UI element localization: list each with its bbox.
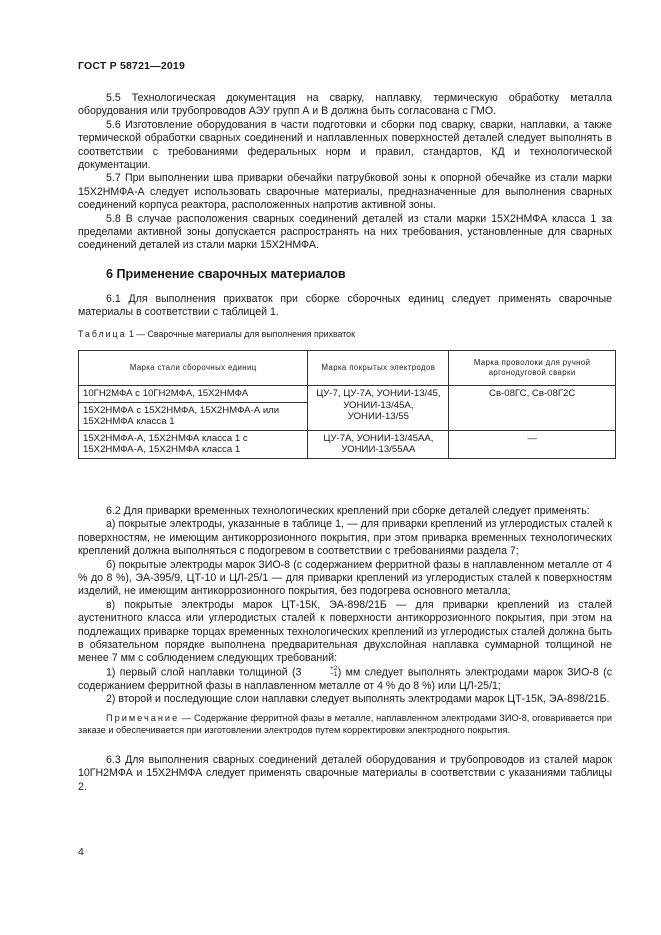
wire-cell: — xyxy=(449,430,616,458)
section-6-heading: 6 Применение сварочных материалов xyxy=(106,267,346,281)
table-caption-label: Таблица xyxy=(78,329,127,339)
section-6-intro xyxy=(78,293,612,320)
list-item-v: в) покрытые электроды марок ЦТ-15К, ЭА-898/21Б — для приварки креплений из сталей аустенитного класса или углеродистых сталей к поверхности антикоррозионного покрытия, при этом на подлежащих приварке торцах временных технологических креплений из углеродистых сталей должна быть в обязательном порядке выполнена предварительная двухслойная наплавка суммарной толщиной не менее 7 мм с соблюдением следующих требований: xyxy=(78,598,612,665)
paragraph-6-2-intro: 6.2 Для приварки временных технологических креплений при сборке деталей следует применять: xyxy=(106,505,590,517)
table-1 xyxy=(78,350,616,459)
table-row xyxy=(79,386,616,403)
paragraph-6-3-block xyxy=(78,754,612,794)
paragraph-5-7: 5.7 При выполнении шва приварки обечайки патрубковой зоны к опорной обечайке из стали марки 15Х2НМФА-А следует использовать сварочные материалы, предназначенные для выполнения сварных соединений корпуса реактора, расположенных напротив активной зоны. xyxy=(78,172,612,212)
section-5-text xyxy=(78,92,612,253)
table-row xyxy=(79,430,616,458)
table-header-row xyxy=(79,351,616,386)
paragraph-6-1: 6.1 Для выполнения прихваток при сборке сборочных единиц следует применять сварочные материалы в соответствии с таблицей 1. xyxy=(78,293,612,319)
list-item-b: б) покрытые электроды марок ЗИО-8 (с содержанием ферритной фазы в наплавленном металле от 4 % до 8 %), ЭА-395/9, ЦТ-10 и ЦЛ-25/1 — для приварки креплений из углеродистых сталей к поверхностям изделий, не имеющим антикоррозионного покрытия, без подогрева основного металла; xyxy=(78,558,612,598)
list-item-a: а) покрытые электроды, указанные в таблице 1, — для приварки креплений из углеродистых сталей к поверхностям, не имеющим антикоррозионного покрытия, при этом приварка временных технологических креплений должна выполняться с подогревом в соответствии с требованиями раздела 7; xyxy=(78,518,612,558)
tolerance-marks xyxy=(302,666,337,679)
sub-item-1-start: 1) первый слой наплавки толщиной (3 xyxy=(106,666,302,679)
header-electrodes: Марка покрытых электродов xyxy=(308,351,449,386)
steel-cell: 15Х2НМФА с 15Х2НМФА, 15Х2НМФА-А или 15Х2НМФА класса 1 xyxy=(79,402,308,430)
paragraph-6-3: 6.3 Для выполнения сварных соединений деталей оборудования и трубопроводов из сталей марок 10ГН2МФА и 15Х2НМФА следует применять сварочные материалы в соответствии с указаниями таблицы 2. xyxy=(78,754,612,793)
header-wire: Марка проволоки для ручной аргонодуговой сварки xyxy=(449,351,616,386)
table-caption-text: 1 — Сварочные материалы для выполнения прихваток xyxy=(128,329,355,339)
tolerance-lower: −1 xyxy=(329,671,338,679)
paragraph-5-8: 5.8 В случае расположения сварных соединений деталей из стали марки 15Х2НМФА класса 1 за пределами активной зоны допускается распространять на них требования, установленные для сварных соединений деталей из стали марки 15Х2НМФА. xyxy=(78,212,612,252)
sub-item-1-end: ) мм следует выполнять электродами марок ЗИО-8 (с содержанием ферритной фазы в наплавленном металле от 4 % до 8 %) или ЦЛ-25/1; xyxy=(78,666,612,692)
note-text: — Содержание ферритной фазы в металле, наплавленном электродами ЗИО-8, оговаривается при заказе и обеспечивается при изготовлении электродов путем корректировки электродного покрытия. xyxy=(78,713,612,735)
note-block xyxy=(78,712,612,736)
header-steel-grade: Марка стали сборочных единиц xyxy=(79,351,308,386)
electrodes-cell: ЦУ-7А, УОНИИ-13/45АА, УОНИИ-13/55АА xyxy=(308,430,449,458)
steel-cell: 10ГН2МФА с 10ГН2МФА, 15Х2НМФА xyxy=(79,386,308,403)
sub-item-2: 2) второй и последующие слои наплавки следует выполнять электродами марок ЦТ-15К, ЭА-898/21Б. xyxy=(106,693,610,706)
table-1-caption xyxy=(78,329,355,339)
paragraph-5-5: 5.5 Технологическая документация на сварку, наплавку, термическую обработку металла оборудования или трубопроводов АЭУ групп А и В должна быть согласована с ГМО. xyxy=(78,92,612,118)
sub-item-1 xyxy=(78,666,612,693)
wire-cell: Св-08ГС, Св-08Г2С xyxy=(449,386,616,431)
note-label: Примечание xyxy=(106,713,180,723)
page-number: 4 xyxy=(78,846,84,858)
paragraph-6-2-block xyxy=(78,505,612,706)
paragraph-5-6: 5.6 Изготовление оборудования в части подготовки и сборки под сварку, сварки, наплавки, а также термической обработки сварных соединений и наплавленных поверхностей деталей следует выполнять в соответствии с требованиями федеральных норм и правил, стандартов, КД и технологической документации. xyxy=(78,118,612,172)
steel-cell: 15Х2НМФА-А, 15Х2НМФА класса 1 с 15Х2НМФА-А, 15Х2НМФА класса 1 xyxy=(79,430,308,458)
standard-code-header: ГОСТ Р 58721—2019 xyxy=(78,60,186,72)
tolerance-upper: +2 xyxy=(329,664,338,672)
electrodes-cell: ЦУ-7, ЦУ-7А, УОНИИ-13/45, УОНИИ-13/45А, УОНИИ-13/55 xyxy=(308,386,449,431)
